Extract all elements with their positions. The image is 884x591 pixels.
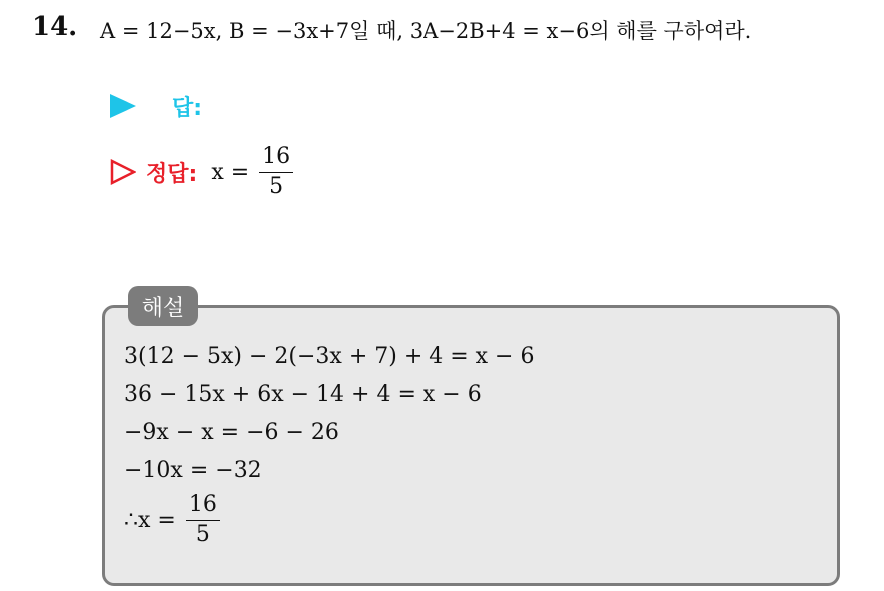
- solution-line: 3(12 − 5x) − 2(−3x + 7) + 4 = x − 6: [124, 344, 535, 369]
- play-triangle-icon: [110, 94, 136, 118]
- solution-final-lhs: ∴x =: [124, 507, 176, 533]
- solution-conclusion: [124, 488, 220, 552]
- solution-line: 36 − 15x + 6x − 14 + 4 = x − 6: [124, 382, 482, 407]
- solution-tag: 해설: [128, 286, 198, 326]
- correct-answer-fraction: [259, 143, 293, 201]
- question-number: 14.: [32, 12, 78, 42]
- outline-triangle-icon: [110, 159, 136, 185]
- correct-answer-lhs: x =: [211, 159, 250, 185]
- fraction-numerator: 16: [259, 143, 293, 173]
- correct-answer-label: 정답:: [146, 161, 198, 187]
- correct-answer-equation: [211, 143, 293, 201]
- correct-answer-row: [110, 142, 293, 202]
- answer-label: 답:: [172, 95, 203, 121]
- solution-final-fraction: [186, 491, 220, 549]
- fraction-denominator: 5: [269, 174, 284, 199]
- fraction-denominator: 5: [195, 522, 210, 547]
- question-text: A = 12−5x, B = −3x+7일 때, 3A−2B+4 = x−6의 해를 구하여라.: [100, 19, 752, 43]
- solution-line: −9x − x = −6 − 26: [124, 420, 339, 445]
- solution-line: −10x = −32: [124, 458, 262, 483]
- fraction-numerator: 16: [186, 491, 220, 521]
- answer-row: [110, 90, 202, 122]
